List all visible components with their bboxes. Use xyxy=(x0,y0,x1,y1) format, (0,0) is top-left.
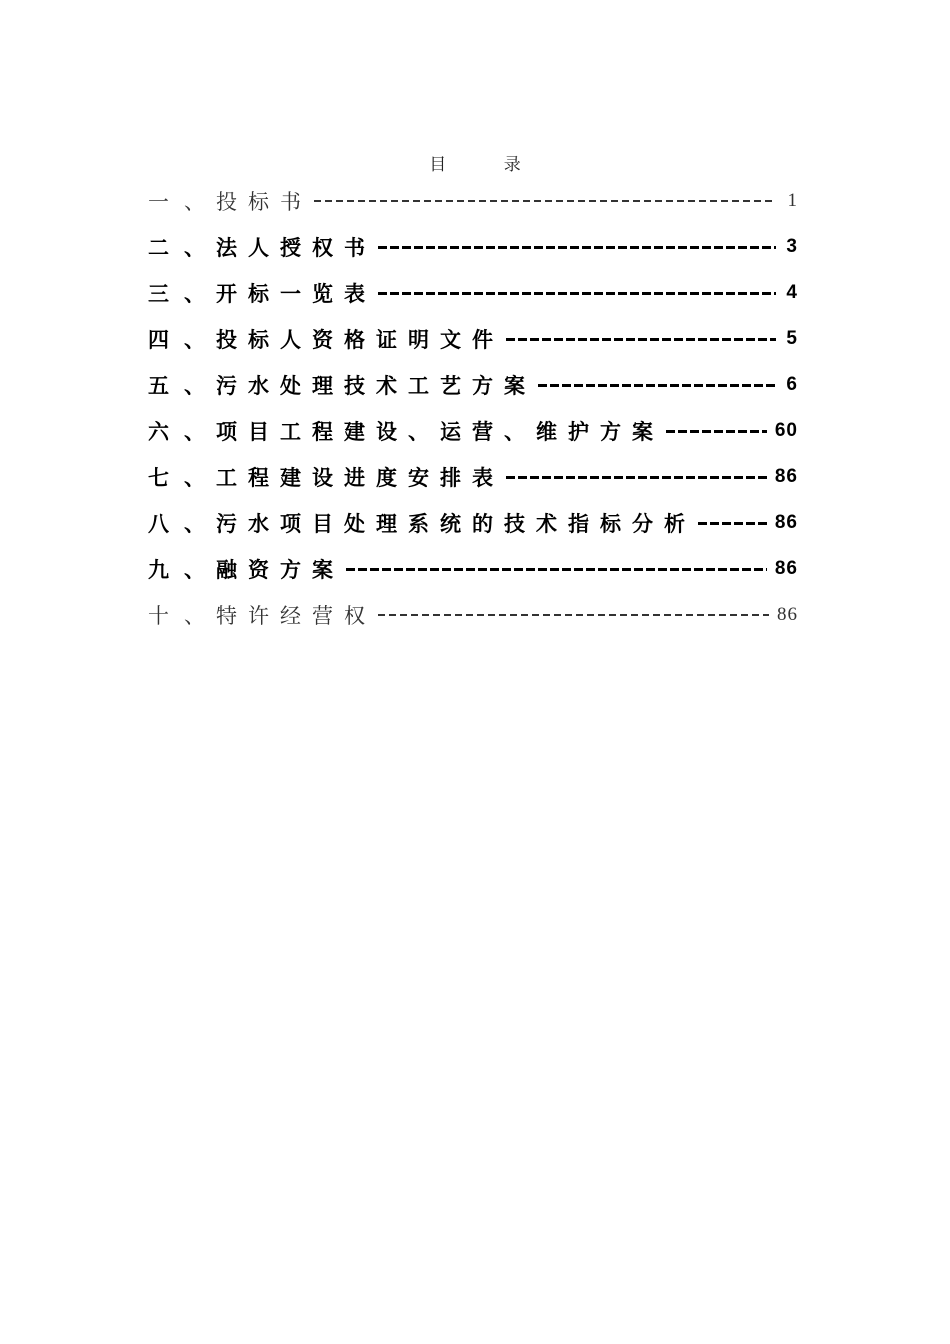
toc-entry-label: 项目工程建设、运营、维护方案 xyxy=(216,420,664,444)
toc-entry-page: 86 xyxy=(774,512,798,533)
toc-entry-number: 八、 xyxy=(148,512,220,536)
toc-entry[interactable] xyxy=(148,270,798,316)
toc-entry-page: 4 xyxy=(786,282,798,303)
toc-entry-number: 九、 xyxy=(148,558,220,582)
toc-entry-label: 法人授权书 xyxy=(216,236,376,260)
toc-entry[interactable] xyxy=(148,178,798,224)
toc-leader-line xyxy=(506,476,767,479)
toc-entry-page: 86 xyxy=(777,604,798,625)
toc-entry-label: 开标一览表 xyxy=(216,282,376,306)
toc-entry-label: 特许经营权 xyxy=(216,604,376,628)
toc-entry[interactable] xyxy=(148,592,798,638)
toc-entry-number: 六、 xyxy=(148,420,220,444)
toc-leader-line xyxy=(666,430,767,433)
toc-leader-line xyxy=(346,568,767,571)
toc-entry-number: 二、 xyxy=(148,236,220,260)
toc-entry[interactable] xyxy=(148,408,798,454)
toc-entry-label: 工程建设进度安排表 xyxy=(216,466,504,490)
toc-entry-number: 五、 xyxy=(148,374,220,398)
toc-entry-page: 5 xyxy=(786,328,798,349)
toc-entry[interactable] xyxy=(148,224,798,270)
toc-title: 目 录 xyxy=(429,155,547,175)
toc-entry-label: 污水项目处理系统的技术指标分析 xyxy=(216,512,696,536)
toc-entry-label: 污水处理技术工艺方案 xyxy=(216,374,536,398)
toc-entry[interactable] xyxy=(148,546,798,592)
toc-leader-line xyxy=(538,384,776,387)
toc-entry[interactable] xyxy=(148,316,798,362)
toc-entry[interactable] xyxy=(148,454,798,500)
toc-leader-line xyxy=(378,614,769,616)
toc-entry-label: 投标书 xyxy=(216,190,312,214)
toc-leader-line xyxy=(698,522,767,525)
toc-entry-page: 1 xyxy=(787,190,798,211)
toc-entry-label: 投标人资格证明文件 xyxy=(216,328,504,352)
toc-entry-page: 60 xyxy=(774,420,798,441)
toc-leader-line xyxy=(314,200,776,202)
toc-entry-page: 86 xyxy=(774,558,798,579)
toc-leader-line xyxy=(506,338,776,341)
toc-leader-line xyxy=(378,292,776,295)
toc-entry-number: 十、 xyxy=(148,604,220,628)
toc-entry-number: 四、 xyxy=(148,328,220,352)
toc-entry-number: 一、 xyxy=(148,190,220,214)
toc-leader-line xyxy=(378,246,776,249)
toc-entry[interactable] xyxy=(148,500,798,546)
toc-entry[interactable] xyxy=(148,362,798,408)
toc-entry-page: 3 xyxy=(786,236,798,257)
toc-entry-number: 三、 xyxy=(148,282,220,306)
toc-entry-page: 86 xyxy=(774,466,798,487)
table-of-contents xyxy=(148,178,798,638)
toc-entry-label: 融资方案 xyxy=(216,558,344,582)
toc-entry-number: 七、 xyxy=(148,466,220,490)
toc-entry-page: 6 xyxy=(786,374,798,395)
